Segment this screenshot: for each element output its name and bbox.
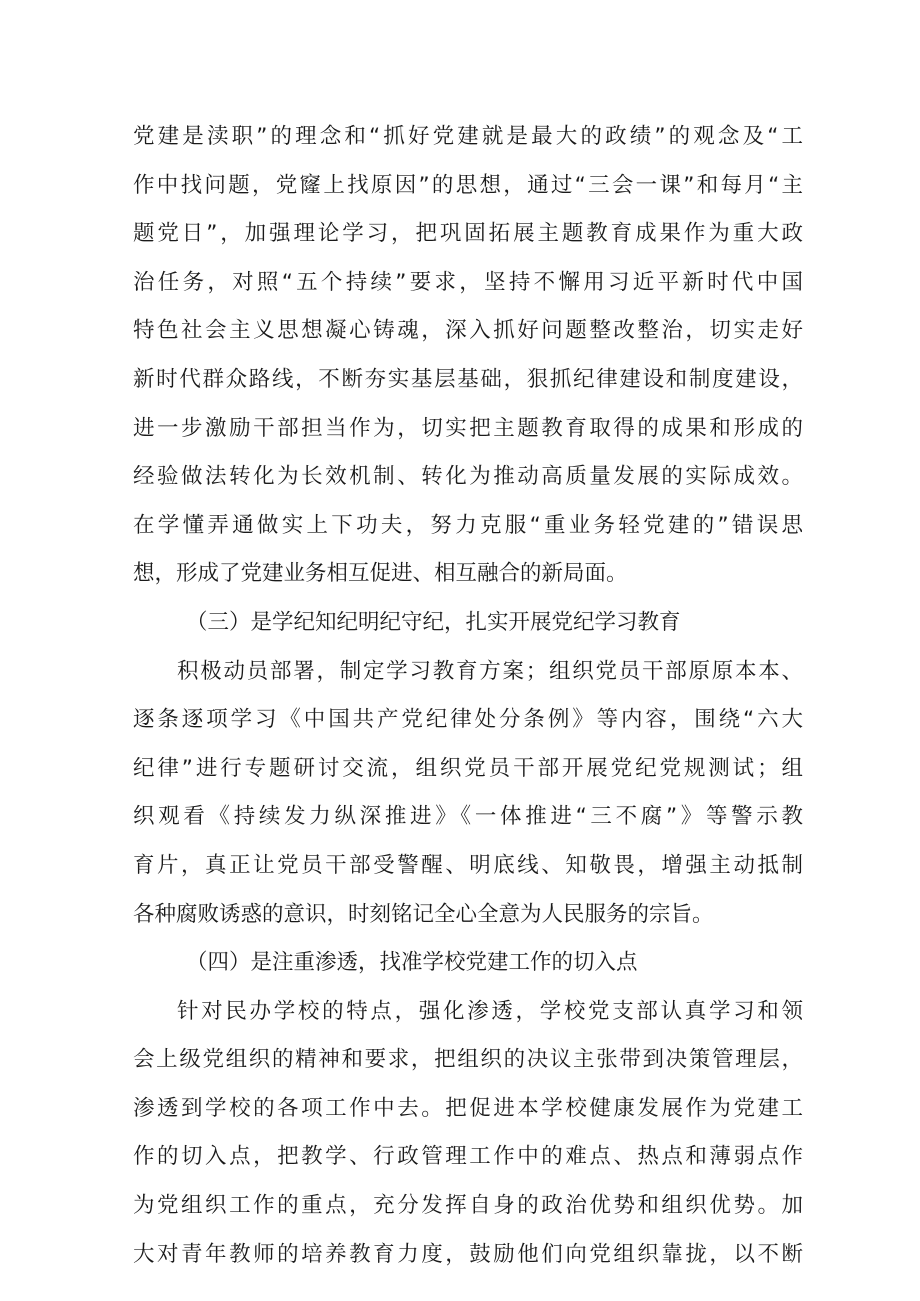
paragraph-line: 新时代群众路线，不断夯实基层基础，狠抓纪律建设和制度建设， <box>133 366 803 392</box>
paragraph-line: 题党日”，加强理论学习，把巩固拓展主题教育成果作为重大政 <box>133 221 803 247</box>
paragraph-line: 育片，真正让党员干部受警醒、明底线、知敬畏，增强主动抵制 <box>133 852 803 878</box>
paragraph-line: 逐条逐项学习《中国共产党纪律处分条例》等内容，围绕“六大 <box>133 707 803 733</box>
paragraph-line: 为党组织工作的重点，充分发挥自身的政治优势和组织优势。加 <box>133 1193 803 1219</box>
paragraph-line: 作中找问题，党窿上找原因”的思想，通过“三会一课”和每月“主 <box>133 172 803 198</box>
paragraph-line: 织观看《持续发力纵深推进》《一体推进“三不腐”》等警示教 <box>133 804 803 830</box>
paragraph-line: 大对青年教师的培养教育力度，鼓励他们向党组织靠拢，以不断 <box>133 1241 803 1267</box>
paragraph-line: 进一步激励干部担当作为，切实把主题教育取得的成果和形成的 <box>133 415 803 441</box>
paragraph-line: 在学懂弄通做实上下功夫，努力克服“重业务轻党建的”错误思 <box>133 512 803 538</box>
paragraph-line: 党建是渎职”的理念和“抓好党建就是最大的政绩”的观念及“工 <box>133 124 803 149</box>
paragraph-line: 会上级党组织的精神和要求，把组织的决议主张带到决策管理层， <box>133 1047 803 1073</box>
paragraph-line: 各种腐败诱惑的意识，时刻铭记全心全意为人民服务的宗旨。 <box>133 901 714 927</box>
paragraph-line: 作的切入点，把教学、行政管理工作中的难点、热点和薄弱点作 <box>133 1144 803 1170</box>
paragraph-line: 治任务，对照“五个持续”要求，坚持不懈用习近平新时代中国 <box>133 269 803 295</box>
paragraph-line: 积极动员部署，制定学习教育方案；组织党员干部原原本本、 <box>177 658 803 684</box>
paragraph-line: 特色社会主义思想凝心铸魂，深入抓好问题整改整治，切实走好 <box>133 318 803 344</box>
section-heading: （三）是学纪知纪明纪守纪，扎实开展党纪学习教育 <box>186 609 681 635</box>
paragraph-line: 渗透到学校的各项工作中去。把促进本学校健康发展作为党建工 <box>133 1095 803 1121</box>
paragraph-line: 想，形成了党建业务相互促进、相互融合的新局面。 <box>133 561 628 587</box>
paragraph-line: 经验做法转化为长效机制、转化为推动高质量发展的实际成效。 <box>133 464 803 490</box>
section-heading: （四）是注重渗透，找准学校党建工作的切入点 <box>186 950 638 976</box>
paragraph-line: 纪律”进行专题研讨交流，组织党员干部开展党纪党规测试；组 <box>133 755 803 781</box>
document-body <box>133 113 803 1279</box>
paragraph-line: 针对民办学校的特点，强化渗透，学校党支部认真学习和领 <box>177 998 803 1024</box>
